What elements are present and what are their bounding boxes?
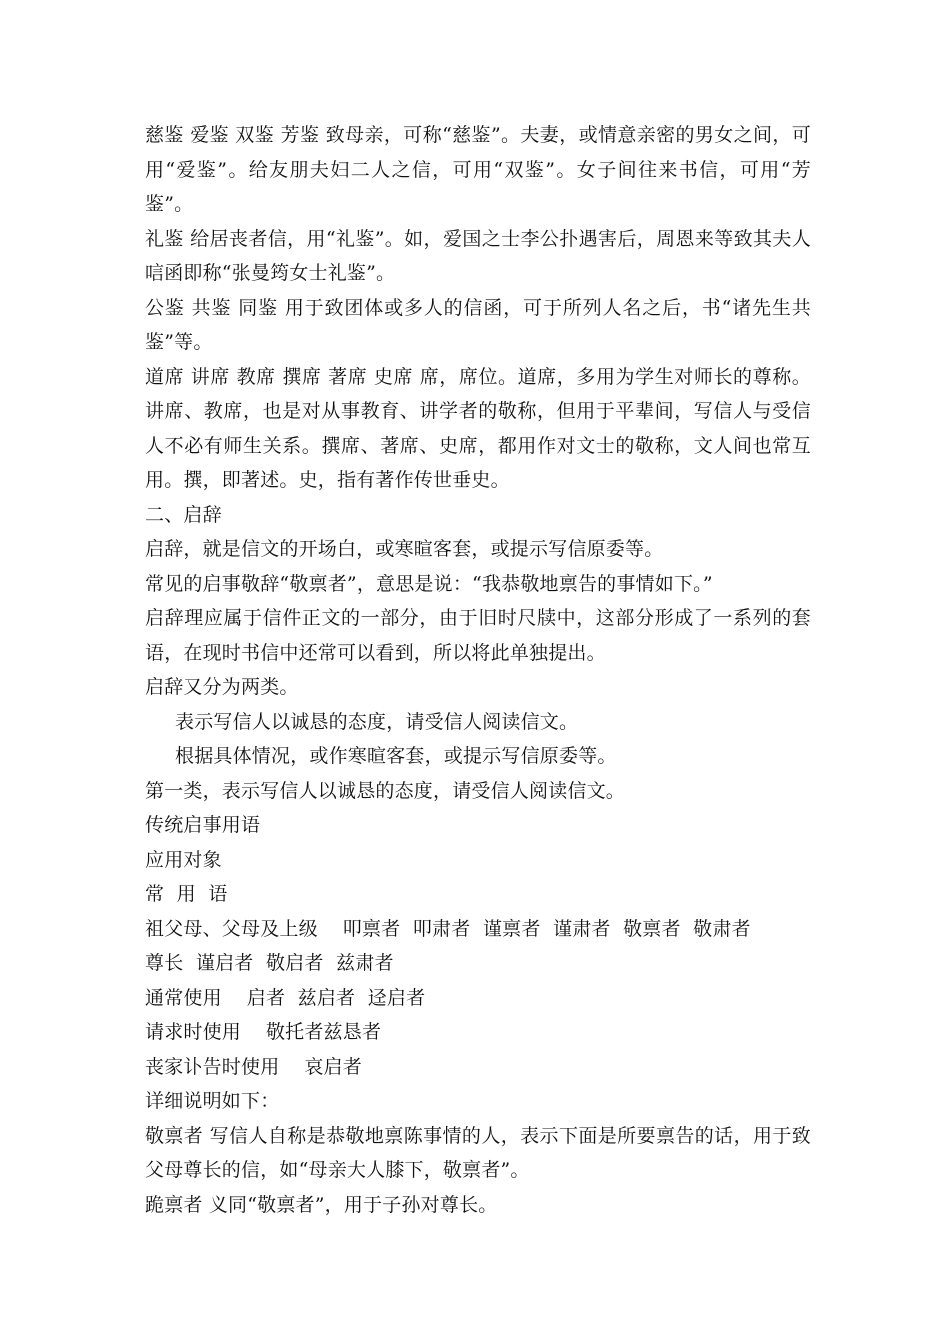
- paragraph-jingbingzhe-detail: 敬禀者 写信人自称是恭敬地禀陈事情的人，表示下面是所要禀告的话，用于致父母尊长的信，如“母亲大人膝下，敬禀者”。: [145, 1124, 811, 1181]
- section-heading-qici: 二、启辞: [145, 503, 222, 526]
- paragraph-guibingzhe-detail: 跪禀者 义同“敬禀者”，用于子孙对尊长。: [145, 1193, 498, 1216]
- paragraph-jingbingzhe: 常见的启事敬辞“敬禀者”，意思是说：“我恭敬地禀告的事情如下。”: [145, 572, 713, 595]
- paragraph-first-type: 第一类，表示写信人以诚恳的态度，请受信人阅读信文。: [145, 779, 626, 802]
- paragraph-gongjian: 公鉴 共鉴 同鉴 用于致团体或多人的信函，可于所列人名之后，书“诸先生共鉴”等。: [145, 296, 811, 353]
- paragraph-two-types: 启辞又分为两类。: [145, 676, 299, 698]
- paragraph-daoxi: 道席 讲席 教席 撰席 著席 史席 席，席位。道席，多用为学生对师长的尊称。讲席、教席，也是对从事教育、讲学者的敬称，但用于平辈间，写信人与受信人不必有师生关系。撰席、著席、史席，都用作对文士的敬称，文人间也常互用。撰，即著述。史，指有著作传世垂史。: [145, 365, 811, 491]
- document-page: [145, 118, 811, 1222]
- paragraph-qici-definition: 启辞，就是信文的开场白，或寒暄客套，或提示写信原委等。: [145, 538, 664, 560]
- list-item-type-one: 表示写信人以诚恳的态度，请受信人阅读信文。: [175, 710, 579, 733]
- table-header-phrases: 常 用 语: [145, 883, 228, 905]
- paragraph-lijian: 礼鉴 给居丧者信，用“礼鉴”。如，爱国之士李公扑遇害后，周恩来等致其夫人唁函即称“张曼筠女士礼鉴”。: [145, 227, 811, 284]
- table-header-target: 应用对象: [145, 848, 222, 871]
- list-item-type-two: 根据具体情况，或作寒暄客套，或提示写信原委等。: [175, 745, 617, 767]
- table-title: 传统启事用语: [145, 814, 261, 836]
- paragraph-qici-explanation: 启辞理应属于信件正文的一部分，由于旧时尺牍中，这部分形成了一系列的套语，在现时书信中还常可以看到，所以将此单独提出。: [145, 607, 811, 664]
- table-row: 通常使用 启者 兹启者 迳启者: [145, 986, 426, 1009]
- table-row: 祖父母、父母及上级 叩禀者 叩肃者 谨禀者 谨肃者 敬禀者 敬肃者: [145, 917, 751, 940]
- table-row: 请求时使用 敬托者兹恳者: [145, 1021, 382, 1043]
- table-row: 尊长 谨启者 敬启者 兹肃者: [145, 952, 394, 974]
- paragraph-cijian: 慈鉴 爱鉴 双鉴 芳鉴 致母亲，可称“慈鉴”。夫妻，或情意亲密的男女之间，可用“爱鉴”。给友朋夫妇二人之信，可用“双鉴”。女子间往来书信，可用“芳鉴”。: [145, 124, 811, 215]
- paragraph-details-intro: 详细说明如下：: [145, 1090, 280, 1112]
- table-row: 丧家讣告时使用 哀启者: [145, 1055, 362, 1078]
